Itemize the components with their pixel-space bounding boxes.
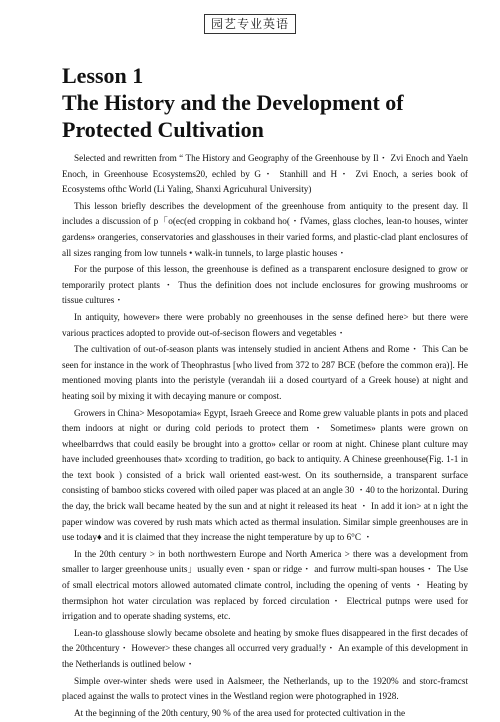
- page-header: [0, 14, 500, 34]
- lesson-title: [62, 62, 482, 143]
- title-line-1: The History and the Development of: [62, 90, 404, 115]
- source-note: Selected and rewritten from “ The History and Geography of the Greenhouse by Il・ Zvi Enoch and Yaeln Enoch, in Greenhouse Ecosystems20, echled by G・ Stanhill and H・ Zvi Enoch, a series book of Ecosystems ofthc World (Li Yaling, Shanxi Agricuhural University): [62, 153, 468, 195]
- paragraph: At the beginning of the 20th century, 90 % of the area used for protected cultivation in the: [74, 707, 406, 718]
- paragraph: In antiquity, however» there were probably no greenhouses in the sense defined here> but there were various practices adopted to provide out-of-secison flowers and vegetables・: [62, 311, 468, 338]
- title-line-2: Protected Cultivation: [62, 117, 264, 142]
- paragraph: Lean-to glasshouse slowly became obsolete and heating by smoke flues disappeared in the first decades of the 20thcentury・ However> these changes all occurred very gradual!y・ An example of this development in the Netherlands is outlined below・: [62, 627, 468, 669]
- paragraph: For the purpose of this lesson, the greenhouse is defined as a transparent enclosure designed to grow or temporarily protect plants ・ Thus the definition does not include enclosures for growing mushrooms or tissue cultures・: [62, 264, 468, 306]
- paragraph: This lesson briefly describes the development of the greenhouse from antiquity to the present day. Il includes a discussion of p「o(ec(ed cropping in cokband ho(・fVames, glass cloches, lean-to houses, winter gardens» orangeries, conservatories and glasshouses in their varied forms, and plastic-clad plant enclosures of all sizes ranging from low tunnels • walk-in tunnels, to large plastic houses・: [62, 200, 468, 258]
- body-text: [62, 151, 468, 722]
- header-label: 园艺专业英语: [204, 14, 296, 34]
- lesson-number: Lesson 1: [62, 63, 144, 88]
- paragraph: Growers in China> Mesopotamia« Egypt, Israeh Greece and Rome grew valuable plants in pots and placed them indoors at night or during cold periods to protect them ・ Sometimes» plants were grown on wheelbarrdws that could easily be brought into a grotto» cellar or room at night. Chinese plant culture may have included greenhouses that» xcording to tradition, go back to antiquity. A Chinese greenhouse(Fig. 1-1 in the text book ) consisted of a brick wall oriented east-west. On its southernside, a transparent surface consisting of bamboo sticks covered with oiled paper was placed at an angle 30 ・40 to the horizontal. During the day, the brick wall became heated by the sun and at night it released its heat ・ In add it ion> at n ight the paper window was covered by rush mats which acted as thermal insulation. Similar simple greenhouses are in use today♦ and it is claimed that they increase the night temperature by up to 6°C ・: [62, 407, 469, 543]
- paragraph: In the 20th century > in both northwestern Europe and North America > there was a development from smaller to larger greenhouse units」usually even・span or ridge・ and furrow multi-span houses・ The Use of small electrical motors allowed automated climate control, including the opening of vents ・ Heating by thermsiphon hot water circulation was replaced by forced circulation・ Electrical putnps were used for irrigation and to operate shading systems, etc.: [62, 548, 468, 622]
- paragraph: Simple over-winter sheds were used in Aalsmeer, the Netherlands, up to the 1920% and storc-framcst placed against the walls to protect vines in the Westland region were photographed in 1928.: [62, 675, 468, 702]
- paragraph: The cultivation of out-of-season plants was intensely studied in ancient Athens and Rome・ This Can be seen for instance in the work of Theophrastus [who lived from 372 to 287 BCE (before the common era)]. He mentioned moving plants into the peristyle (verandah iii a dosed courtyard of a Greek house) at night and heating soil by mixing it with decaying manure or compost.: [62, 344, 468, 401]
